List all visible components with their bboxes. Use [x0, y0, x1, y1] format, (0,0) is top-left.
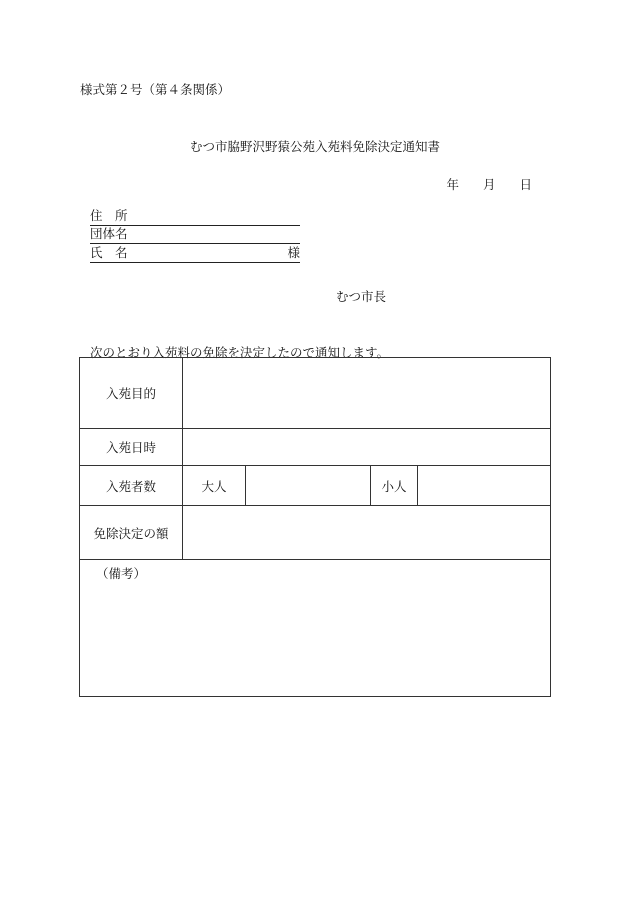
- document-title: むつ市脇野沢野猿公苑入苑料免除決定通知書: [189, 139, 440, 154]
- child-label: 小人: [381, 478, 407, 494]
- remarks-label: （備考）: [96, 566, 147, 581]
- group-line[interactable]: [90, 226, 300, 244]
- exemption-table: [79, 357, 551, 697]
- address-label: 住 所: [90, 208, 128, 223]
- date-year: 年: [446, 177, 459, 192]
- name-label: 氏 名: [90, 245, 128, 260]
- form-number: 様式第２号（第４条関係）: [80, 82, 231, 97]
- date-month: 月: [482, 177, 496, 192]
- count-label: 入苑者数: [105, 478, 156, 494]
- datetime-label: 入苑日時: [105, 440, 156, 455]
- recipient-block: [90, 208, 300, 268]
- date-day: 日: [519, 177, 532, 192]
- issuer: むつ市長: [336, 289, 387, 304]
- honorific: 様: [287, 245, 300, 260]
- name-line[interactable]: [90, 245, 300, 263]
- child-count-field[interactable]: [418, 466, 551, 505]
- adult-label: 大人: [201, 478, 227, 494]
- group-label: 団体名: [90, 226, 128, 241]
- exemption-amount-label: 免除決定の額: [93, 525, 169, 541]
- intro-text: 次のとおり入苑料の免除を決定したので通知します。: [90, 345, 390, 360]
- adult-count-field[interactable]: [246, 466, 370, 505]
- remarks-field[interactable]: [80, 560, 551, 696]
- purpose-label: 入苑目的: [105, 386, 156, 401]
- date-line: [446, 175, 532, 193]
- exemption-amount-field[interactable]: [183, 506, 551, 559]
- purpose-field[interactable]: [183, 358, 551, 428]
- datetime-field[interactable]: [183, 429, 551, 465]
